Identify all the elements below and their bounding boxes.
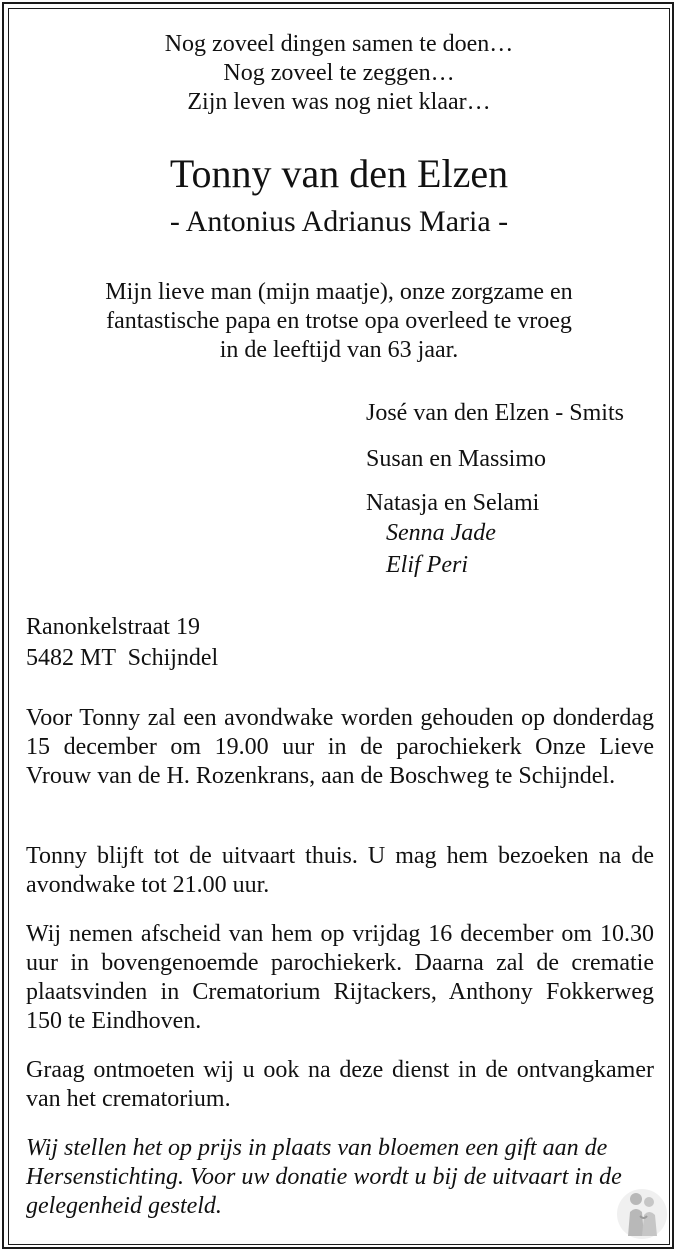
wake-paragraph: Voor Tonny zal een avondwake worden gehouden op donderdag 15 december om 19.00 uur in de parochiekerk Onze Lieve Vrouw van de H. Rozenkrans, aan de Boschweg te Schijndel. xyxy=(26,705,654,789)
intro-text xyxy=(0,278,678,365)
poem-line-1: Nog zoveel dingen samen te doen… xyxy=(164,31,514,57)
deceased-full-name: - Antonius Adrianus Maria - xyxy=(169,205,509,238)
family-child-2: Natasja en Selami xyxy=(366,490,540,516)
intro-line-3: in de leeftijd van 63 jaar. xyxy=(219,337,459,363)
poem xyxy=(0,30,678,117)
grandchild-1: Senna Jade xyxy=(386,520,496,546)
deceased-name: Tonny van den Elzen xyxy=(169,151,509,196)
intro-line-1: Mijn lieve man (mijn maatje), onze zorgzame en xyxy=(105,279,573,305)
address-street: Ranonkelstraat 19 xyxy=(26,614,200,640)
funeral-figures-logo-icon xyxy=(616,1186,668,1242)
poem-line-2: Nog zoveel te zeggen… xyxy=(223,60,455,86)
grandchild-2: Elif Peri xyxy=(386,552,468,578)
address-city: 5482 MT Schijndel xyxy=(26,645,219,671)
poem-line-3: Zijn leven was nog niet klaar… xyxy=(187,89,491,115)
visit-paragraph: Tonny blijft tot de uitvaart thuis. U mag hem bezoeken na de avondwake tot 21.00 uur. xyxy=(26,843,654,898)
donation-paragraph: Wij stellen het op prijs in plaats van bloemen een gift aan de Hersenstichting. Voor uw donatie wordt u bij de uitvaart in de gelegenheid gesteld. xyxy=(26,1135,622,1219)
meet-paragraph: Graag ontmoeten wij u ook na deze dienst in de ontvangkamer van het crematorium. xyxy=(26,1057,654,1112)
farewell-paragraph: Wij nemen afscheid van hem op vrijdag 16 december om 10.30 uur in bovengenoemde parochiekerk. Daarna zal de crematie plaatsvinden in Crematorium Rijtackers, Anthony Fokkerweg 150 te Eindhoven. xyxy=(26,921,654,1034)
family-child-1: Susan en Massimo xyxy=(366,446,546,472)
intro-line-2: fantastische papa en trotse opa overleed te vroeg xyxy=(106,308,572,334)
family-spouse: José van den Elzen - Smits xyxy=(366,400,624,426)
